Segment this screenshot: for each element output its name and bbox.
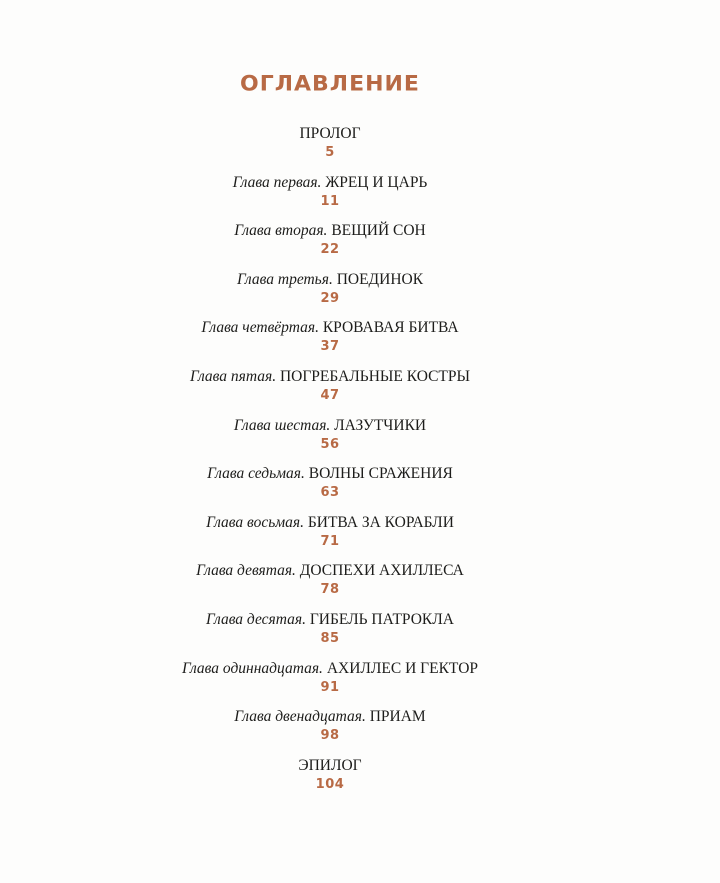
toc-entry[interactable]: [0, 610, 660, 659]
toc-entry[interactable]: [0, 513, 660, 562]
toc-entry[interactable]: [0, 416, 660, 465]
chapter-title: ДОСПЕХИ АХИЛЛЕСА: [299, 562, 464, 580]
chapter-title: БИТВА ЗА КОРАБЛИ: [307, 513, 454, 531]
entry-line: [0, 124, 660, 144]
chapter-prefix: Глава одиннадцатая.: [181, 659, 323, 677]
toc-entry[interactable]: [0, 221, 660, 270]
page-number: 85: [320, 630, 340, 646]
chapter-title: ВЕЩИЙ СОН: [331, 222, 426, 240]
chapter-prefix: Глава первая.: [232, 173, 322, 191]
toc-list: [0, 124, 660, 804]
chapter-prefix: Глава десятая.: [206, 610, 306, 628]
page-number: 56: [320, 436, 340, 452]
chapter-title: ЭПИЛОГ: [298, 756, 362, 774]
page-number: 37: [320, 339, 340, 355]
chapter-title: ПРОЛОГ: [299, 125, 361, 142]
toc-heading: ОГЛАВЛЕНИЕ: [240, 72, 420, 97]
page-number: 78: [320, 582, 340, 598]
toc-entry[interactable]: [0, 756, 660, 805]
toc-entry[interactable]: [0, 367, 660, 416]
chapter-title: ПРИАМ: [369, 708, 426, 726]
entry-line: [0, 270, 660, 290]
chapter-prefix: Глава пятая.: [189, 367, 277, 385]
entry-line: [0, 173, 660, 193]
entry-line: [0, 416, 660, 436]
toc-entry[interactable]: [0, 124, 660, 173]
page-number: 98: [320, 728, 340, 744]
entry-line: [0, 513, 660, 533]
page-number: 11: [320, 193, 340, 209]
page-number: 63: [320, 485, 340, 501]
entry-line: [0, 221, 660, 241]
entry-line: [0, 659, 660, 679]
page-number: 104: [315, 776, 345, 792]
chapter-prefix: Глава четвёртая.: [201, 319, 319, 337]
chapter-title: ЛАЗУТЧИКИ: [334, 416, 427, 434]
toc-entry[interactable]: [0, 707, 660, 756]
page-number: 91: [320, 679, 340, 695]
entry-line: [0, 318, 660, 338]
entry-line: [0, 464, 660, 484]
chapter-title: ГИБЕЛЬ ПАТРОКЛА: [309, 610, 454, 628]
chapter-prefix: Глава двенадцатая.: [234, 708, 366, 726]
page-number: 47: [320, 387, 340, 403]
page-number: 5: [325, 145, 335, 160]
chapter-prefix: Глава вторая.: [234, 222, 328, 240]
chapter-prefix: Глава шестая.: [233, 416, 331, 434]
chapter-title: АХИЛЛЕС И ГЕКТОР: [326, 659, 479, 677]
entry-line: [0, 756, 660, 776]
chapter-prefix: Глава третья.: [236, 270, 333, 288]
entry-line: [0, 367, 660, 387]
page-number: 29: [320, 290, 340, 306]
chapter-title: ВОЛНЫ СРАЖЕНИЯ: [308, 465, 453, 483]
toc-entry[interactable]: [0, 464, 660, 513]
toc-entry[interactable]: [0, 659, 660, 708]
chapter-title: ПОЕДИНОК: [336, 270, 424, 288]
entry-line: [0, 707, 660, 727]
chapter-prefix: Глава седьмая.: [207, 465, 305, 483]
toc-entry[interactable]: [0, 173, 660, 222]
page-number: 71: [320, 533, 340, 549]
entry-line: [0, 561, 660, 581]
entry-line: [0, 610, 660, 630]
page-number: 22: [320, 242, 340, 258]
chapter-title: ЖРЕЦ И ЦАРЬ: [325, 173, 428, 191]
chapter-title: КРОВАВАЯ БИТВА: [322, 319, 459, 337]
chapter-prefix: Глава восьмая.: [206, 513, 304, 531]
toc-entry[interactable]: [0, 318, 660, 367]
chapter-title: ПОГРЕБАЛЬНЫЕ КОСТРЫ: [279, 367, 471, 385]
chapter-prefix: Глава девятая.: [196, 562, 296, 580]
toc-entry[interactable]: [0, 270, 660, 319]
toc-entry[interactable]: [0, 561, 660, 610]
